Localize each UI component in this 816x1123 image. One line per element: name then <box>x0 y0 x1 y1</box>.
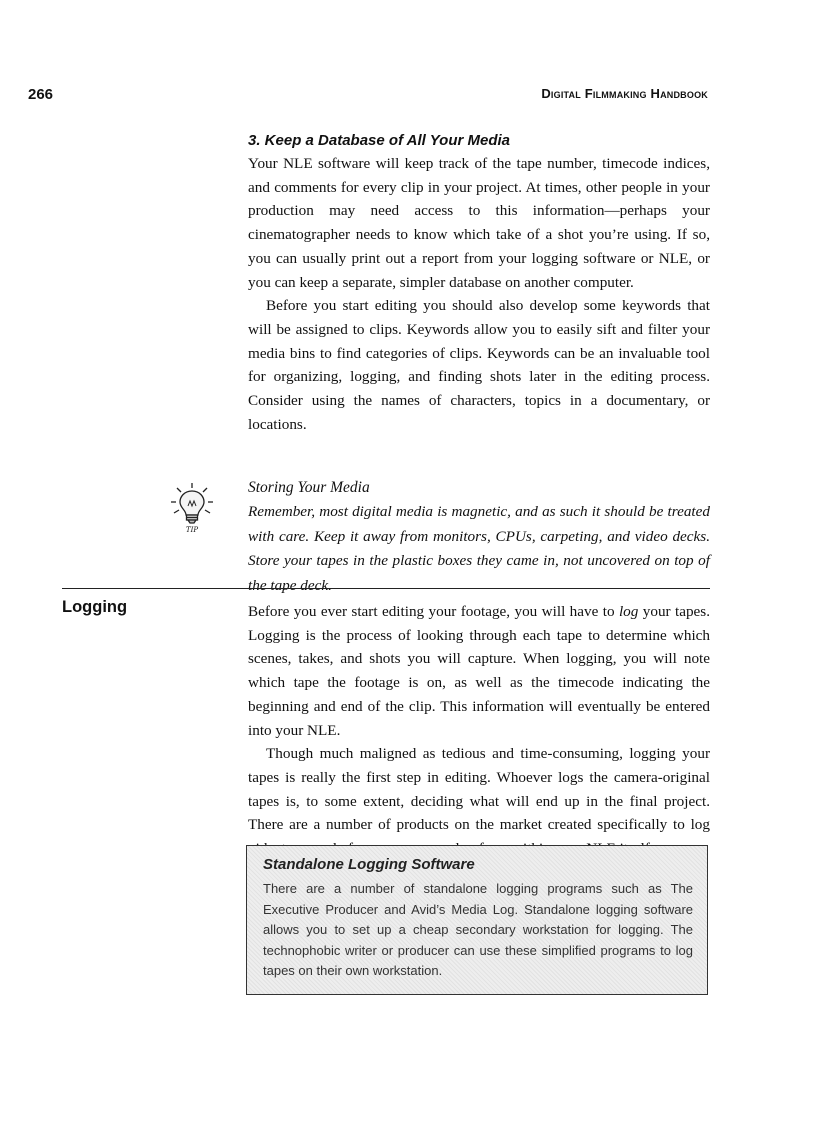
body-paragraph: Before you start editing you should also develop some keywords that will be assigned to clips. Keywords allow you to easily sift and filter your media bins to find categories of clips. Keywords can be an invaluable tool for organizing, logging, and finding shots later in the editing process. Consider using the names of characters, topics in a documentary, or locations. <box>248 297 710 433</box>
section-divider <box>62 588 710 589</box>
body-paragraph <box>248 600 710 742</box>
body-paragraph: Your NLE software will keep track of the tape number, timecode indices, and comments for every clip in your project. At times, other people in your production may need access to this information—perhaps your cinematographer needs to know which take of a shot you’re using. If so, you can usually print out a report from your logging software or NLE, or you can keep a separate, simpler database on another computer. <box>248 155 710 291</box>
body-paragraph: Though much maligned as tedious and time-consuming, logging your tapes is really the first step in editing. Whoever logs the camera-original tapes is, to some extent, deciding what will end up in the final project. There are a number of products on the market created specifically to log <box>248 745 710 834</box>
lightbulb-icon <box>170 482 214 534</box>
tip-title: Storing Your Media <box>248 479 370 496</box>
logging-section <box>248 600 710 861</box>
sidebar-text: There are a number of standalone logging programs such as The Executive Producer and Avid’s Media Log. Standalone logging software allows you to set up a cheap secondary workstation for logging. The technophobic writer or producer can use these simplified programs to log tapes on their own workstation. <box>263 881 693 978</box>
emphasis-log: log <box>618 603 639 620</box>
sidebar-title: Standalone Logging Software <box>263 856 475 873</box>
logging-heading: Logging <box>62 598 128 616</box>
running-head: Digital Filmmaking Handbook <box>541 86 708 101</box>
text-run: Before you ever start editing your footage, you will have to <box>248 603 619 620</box>
tip-box <box>248 476 710 598</box>
tip-label: TIP <box>185 526 199 534</box>
page-header <box>0 86 816 110</box>
section-subhead: 3. Keep a Database of All Your Media <box>248 132 511 149</box>
page-number: 266 <box>28 86 54 103</box>
sidebar-box <box>246 845 708 995</box>
tip-text: Remember, most digital media is magnetic, and as such it should be treated with care. Keep it away from monitors, CPUs, carpeting, and video decks. Store your tapes in the plastic boxes they came in, not uncovered on top of the tape deck. <box>248 503 710 594</box>
text-run: your tapes. Logging is the process of looking through each tape to determine which scenes, takes, and shots you will capture. When logging, you will note which tape the footage is on, as well as the timecode indicating the beginning and end of the clip. This information will eventually be entered into your NLE. <box>248 603 711 739</box>
database-section <box>248 132 710 436</box>
